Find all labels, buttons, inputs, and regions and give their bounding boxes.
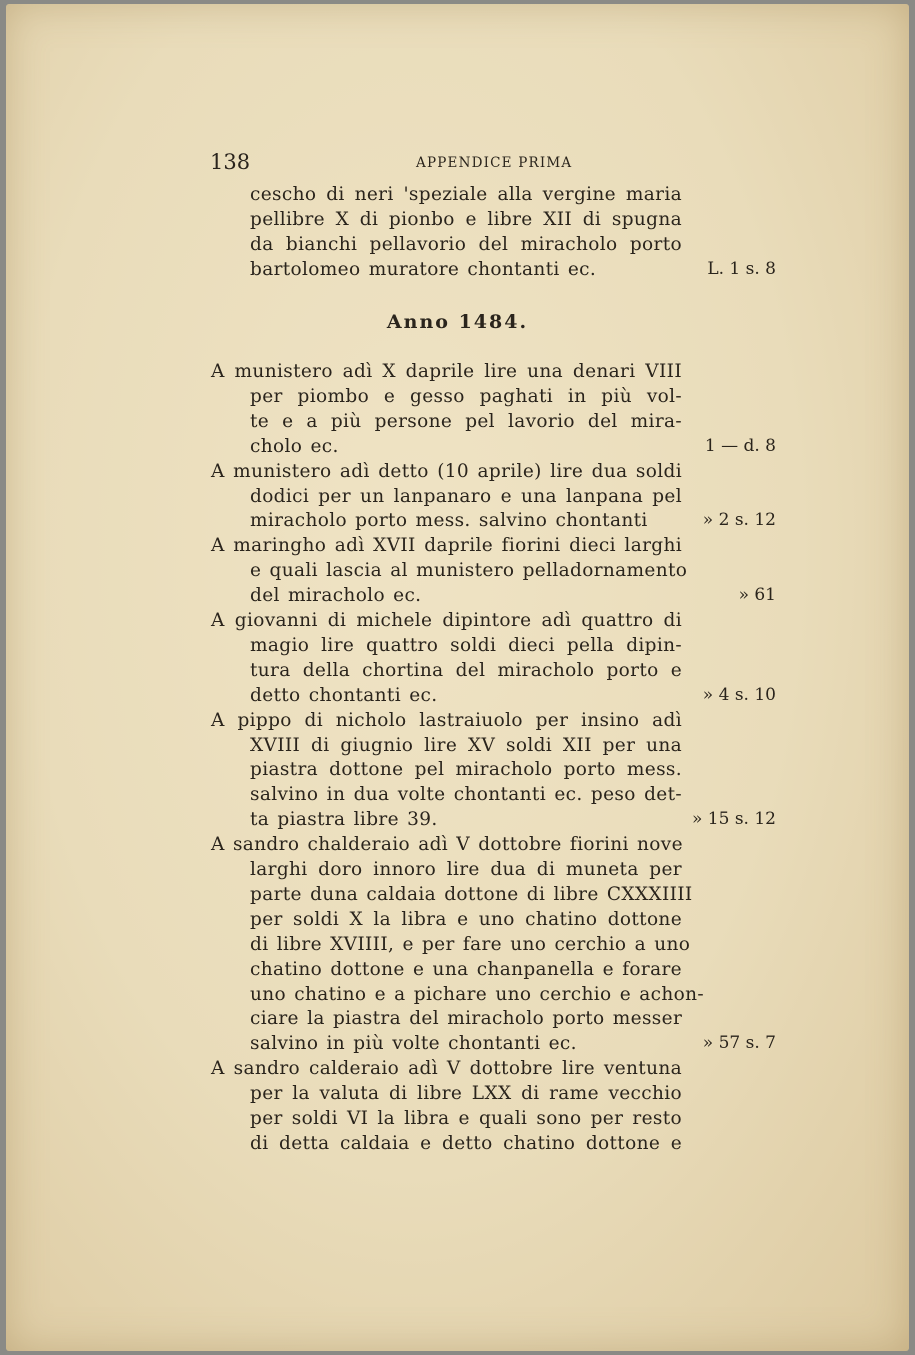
entry-amount: L. 1 s. 8 (707, 258, 776, 279)
text-line: miracholo porto mess. salvino chontanti (250, 510, 648, 532)
text-line: ciare la piastra del miracholo porto messer (250, 1008, 683, 1030)
text-line: te e a più persone pel lavorio del mira- (250, 410, 682, 432)
text-line: piastra dottone pel miracholo porto mess. (250, 759, 682, 781)
text-line: pellibre X di pionbo e libre XII di spugna (250, 208, 682, 230)
text-line: tura della chortina del miracholo porto e (250, 659, 682, 681)
text-line: detto chontanti ec. (250, 684, 438, 706)
entry-amount: » 61 (738, 585, 776, 606)
text-line: salvino in dua volte chontanti ec. peso det- (250, 784, 682, 806)
entry-amount: » 15 s. 12 (691, 809, 776, 830)
page-header (6, 150, 909, 176)
page-number: 138 (210, 150, 251, 174)
book-page (6, 4, 909, 1351)
text-line: del miracholo ec. (250, 585, 422, 607)
text-line: chatino dottone e una chanpanella e forare (250, 958, 682, 980)
running-title: APPENDICE PRIMA (416, 155, 573, 171)
text-line: XVIII di giugnio lire XV soldi XII per una (250, 734, 682, 756)
text-line: parte duna caldaia dottone di libre CXXXIIII (250, 883, 693, 905)
text-line: di libre XVIIII, e per fare uno cerchio a uno (250, 933, 691, 955)
text-line: A pippo di nicholo lastraiuolo per insino adì (211, 709, 682, 731)
text-line: per soldi VI la libra e quali sono per resto (250, 1108, 682, 1129)
text-line: magio lire quattro soldi dieci pella dipin- (250, 634, 682, 656)
text-line: A munistero adì detto (10 aprile) lire dua soldi (211, 460, 682, 482)
text-line: per la valuta di libre LXX di rame vecchio (250, 1083, 682, 1105)
text-line: da bianchi pellavorio del miracholo porto (250, 233, 682, 255)
text-line: uno chatino e a pichare uno cerchio e achon- (250, 983, 704, 1005)
text-line: A munistero adì X daprile lire una denari VIII (211, 361, 682, 382)
text-line: A sandro calderaio adì V dottobre lire ventuna (211, 1058, 682, 1080)
entry-amount: » 57 s. 7 (702, 1033, 776, 1054)
text-line: di detta caldaia e detto chatino dottone e (250, 1132, 682, 1154)
text-line: salvino in più volte chontanti ec. (250, 1033, 577, 1055)
text-line: bartolomeo muratore chontanti ec. (250, 258, 597, 280)
text-line: dodici per un lanpanaro e una lanpana pel (250, 485, 682, 507)
text-line: A maringho adì XVII daprile fiorini dieci larghi (211, 535, 682, 557)
text-line: per piombo e gesso paghati in più vol- (250, 385, 682, 407)
entry-amount: » 2 s. 12 (702, 510, 776, 531)
entry-amount: 1 — d. 8 (704, 435, 776, 456)
text-line: A sandro chalderaio adì V dottobre fiorini nove (211, 834, 683, 856)
entry-amount: » 4 s. 10 (702, 684, 776, 705)
text-line: cholo ec. (250, 435, 339, 457)
text-line: per soldi X la libra e uno chatino dottone (250, 908, 682, 930)
section-heading: Anno 1484. (386, 311, 529, 333)
text-line: cescho di neri 'speziale alla vergine maria (250, 184, 682, 205)
text-line: ta piastra libre 39. (250, 809, 438, 831)
text-line: larghi doro innoro lire dua di muneta per (250, 859, 682, 880)
text-line: e quali lascia al munistero pelladornamento (250, 560, 688, 582)
text-line: A giovanni di michele dipintore adì quattro di (211, 610, 682, 631)
